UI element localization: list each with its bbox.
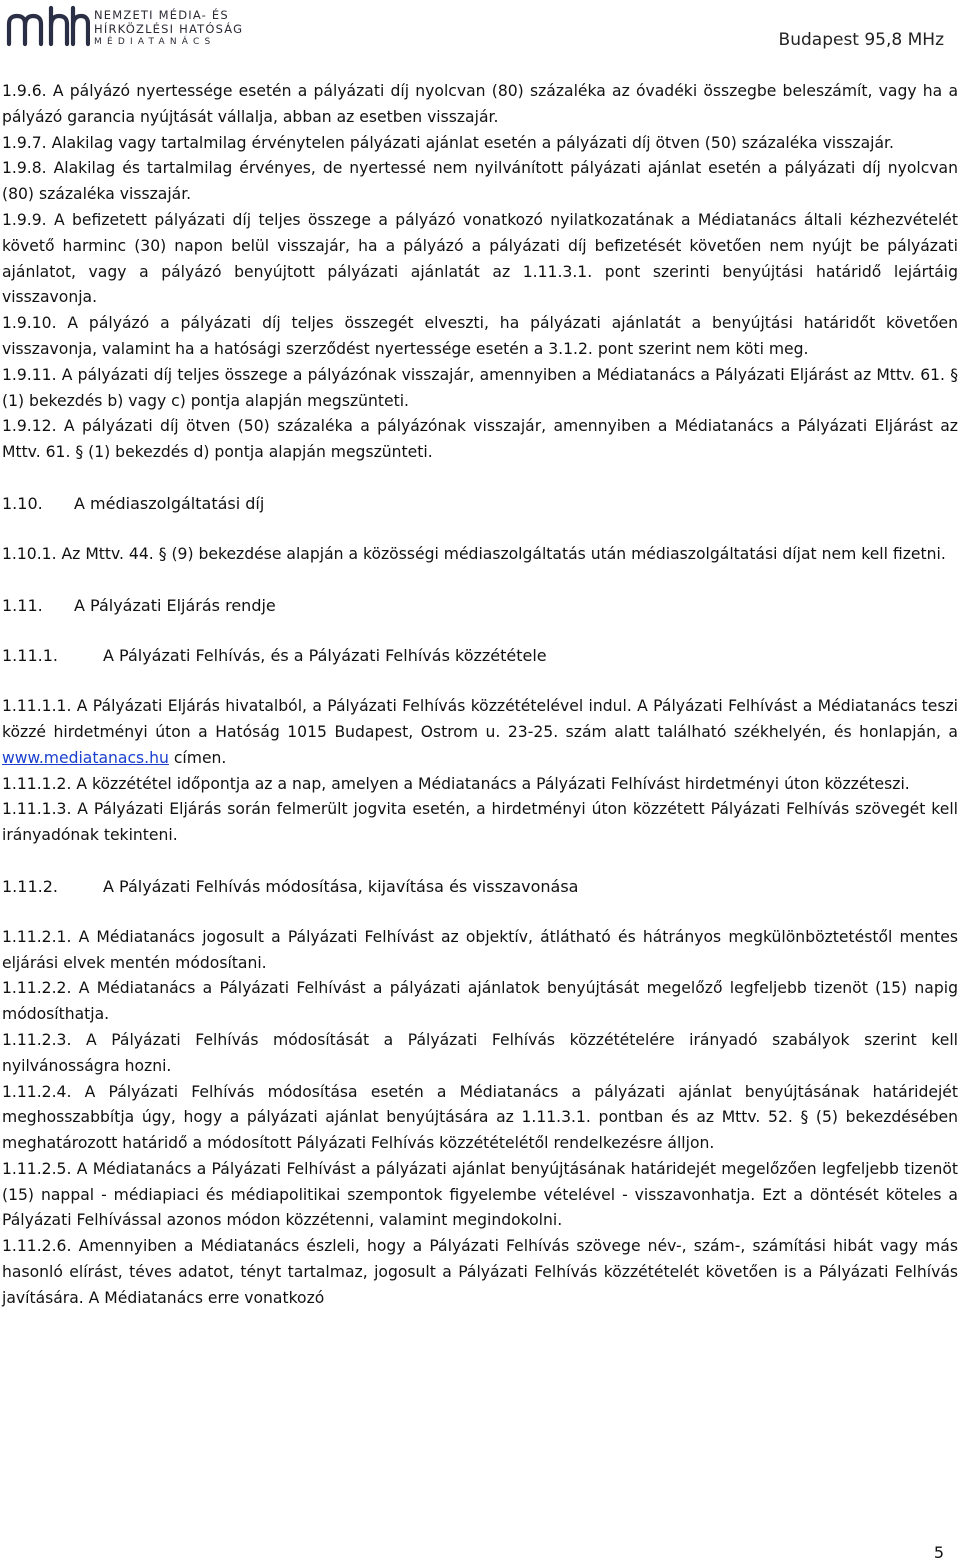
paragraph-1-11-1-1 (2, 694, 958, 771)
section-number: 1.11.1. (2, 646, 58, 666)
section-title: A médiaszolgáltatási díj (74, 493, 265, 513)
section-heading-1-11-2 (2, 874, 958, 900)
mediatanacs-link[interactable]: www.mediatanacs.hu (2, 748, 169, 767)
section-title: A Pályázati Felhívás módosítása, kijavítása és visszavonása (103, 876, 579, 896)
section-number: 1.11.2. (2, 876, 58, 896)
section-heading-1-11 (2, 593, 958, 619)
document-body (2, 79, 958, 1312)
paragraph-1-11-2-3: 1.11.2.3. A Pályázati Felhívás módosítását a Pályázati Felhívás közzétételére irányadó szabályok szerint kell nyilvánosságra hozni. (2, 1030, 958, 1075)
paragraph-1-11-1-2: 1.11.1.2. A közzététel időpontja az a nap, amelyen a Médiatanács a Pályázati Felhívást hirdetményi úton közzéteszi. (2, 774, 910, 793)
paragraph-1-11-2-6: 1.11.2.6. Amennyiben a Médiatanács észleli, hogy a Pályázati Felhívás szövege név-, szám-, számítási hibát vagy más hasonló elírást, téves adatot, tényt tartalmaz, jogosult a Pályázati Felhívás közzétételét követően is a Pályázati Felhívás javítására. A Médiatanács erre vonatkozó (2, 1237, 958, 1307)
paragraph-1-9-12: 1.9.12. A pályázati díj ötven (50) százaléka a pályázónak visszajár, amennyiben a Médiatanács a Pályázati Eljárást az Mttv. 61. § (1) bekezdés d) pontja alapján megszünteti. (2, 417, 958, 462)
logo-text-line2: HÍRKÖZLÉSI HATÓSÁG (94, 22, 244, 36)
paragraph-1-11-2-2: 1.11.2.2. A Médiatanács a Pályázati Felhívást a pályázati ajánlatok benyújtását megelőző legfeljebb tizenöt (15) napig módosíthatja. (2, 979, 958, 1024)
paragraph-1-10-1: 1.10.1. Az Mttv. 44. § (9) bekezdése alapján a közösségi médiaszolgáltatás után médiaszolgáltatási díjat nem kell fizetni. (2, 544, 946, 563)
page-header (0, 0, 960, 62)
section-heading-1-10 (2, 491, 958, 517)
page-number: 5 (933, 1543, 944, 1562)
nmhh-logo (6, 4, 246, 50)
paragraph-1-9-8: 1.9.8. Alakilag és tartalmilag érvényes, de nyertessé nem nyilvánított pályázati ajánlat esetén a pályázati díj nyolcvan (80) százaléka visszajár. (2, 159, 958, 204)
paragraph-text: címen. (168, 748, 227, 767)
paragraph-1-11-1-3: 1.11.1.3. A Pályázati Eljárás során felmerült jogvita esetén, a hirdetményi úton közzétett Pályázati Felhívás szövegét kell irányadónak tekinteni. (2, 800, 958, 845)
paragraph-1-9-7: 1.9.7. Alakilag vagy tartalmilag érvénytelen pályázati ajánlat esetén a pályázati díj ötven (50) százaléka visszajár. (2, 133, 894, 152)
paragraph-text: 1.11.1.1. A Pályázati Eljárás hivatalból, a Pályázati Felhívás közzétételével indul. A Pályázati Felhívást a Médiatanács teszi közzé hirdetményi úton a Hatóság 1015 Budapest, Ostrom u. 23-25. szám alatt található székhelyén, és honlapján, a (2, 697, 958, 741)
header-location: Budapest 95,8 MHz (778, 30, 944, 50)
logo-text-line1: NEMZETI MÉDIA- ÉS (94, 8, 229, 22)
nmhh-logo-mark (6, 4, 90, 48)
section-heading-1-11-1 (2, 643, 958, 669)
logo-text-line3: MÉDIATANÁCS (94, 37, 216, 47)
section-number: 1.10. (2, 493, 43, 513)
paragraph-1-9-11: 1.9.11. A pályázati díj teljes összege a pályázónak visszajár, amennyiben a Médiatanács a Pályázati Eljárást az Mttv. 61. § (1) bekezdés b) vagy c) pontja alapján megszünteti. (2, 365, 958, 410)
section-number: 1.11. (2, 595, 43, 615)
paragraph-1-9-6: 1.9.6. A pályázó nyertessége esetén a pályázati díj nyolcvan (80) százaléka az óvadéki összegbe beleszámít, vagy ha a pályázó garancia nyújtását vállalja, abban az esetben visszajár. (2, 82, 958, 126)
paragraph-1-9-10: 1.9.10. A pályázó a pályázati díj teljes összegét elveszti, ha pályázati ajánlatát a benyújtási határidőt követően visszavonja, valamint ha a hatósági szerződést nyertessége esetén a 3.1.2. pont szerint nem köti meg. (2, 314, 958, 358)
paragraph-1-9-9: 1.9.9. A befizetett pályázati díj teljes összege a pályázó vonatkozó nyilatkozatának a Médiatanács általi kézhezvételét követő harminc (30) napon belül visszajár, ha a pályázó a pályázati díj befizetését követően nem nyújt be pályázati ajánlatot, vagy a pályázó benyújtott pályázati ajánlatát az 1.11.3.1. pont szerinti benyújtási határidő lejártáig visszavonja. (2, 210, 958, 307)
paragraph-1-11-2-5: 1.11.2.5. A Médiatanács a Pályázati Felhívást a pályázati ajánlat benyújtásának határidejét megelőzően legfeljebb tizenöt (15) nappal - médiapiaci és médiapolitikai szempontok figyelembe vételével - visszavonhatja. Ezt a döntését köteles a Pályázati Felhívással azonos módon közzétenni, valamint megindokolni. (2, 1159, 958, 1230)
section-title: A Pályázati Felhívás, és a Pályázati Felhívás közzététele (103, 646, 547, 666)
section-title: A Pályázati Eljárás rendje (74, 595, 276, 615)
paragraph-1-11-2-4: 1.11.2.4. A Pályázati Felhívás módosítása esetén a Médiatanács a pályázati ajánlat benyújtásának határidejét meghosszabbítja úgy, hogy a pályázati ajánlat benyújtására az 1.11.3.1. pontban és az Mttv. 52. § (5) bekezdésében meghatározott határidő a módosított Pályázati Felhívás közzétételétől rendelkezésre álljon. (2, 1082, 958, 1153)
paragraph-1-11-2-1: 1.11.2.1. A Médiatanács jogosult a Pályázati Felhívást az objektív, átlátható és hátrányos megkülönböztetéstől mentes eljárási elvek mentén módosítani. (2, 927, 958, 972)
